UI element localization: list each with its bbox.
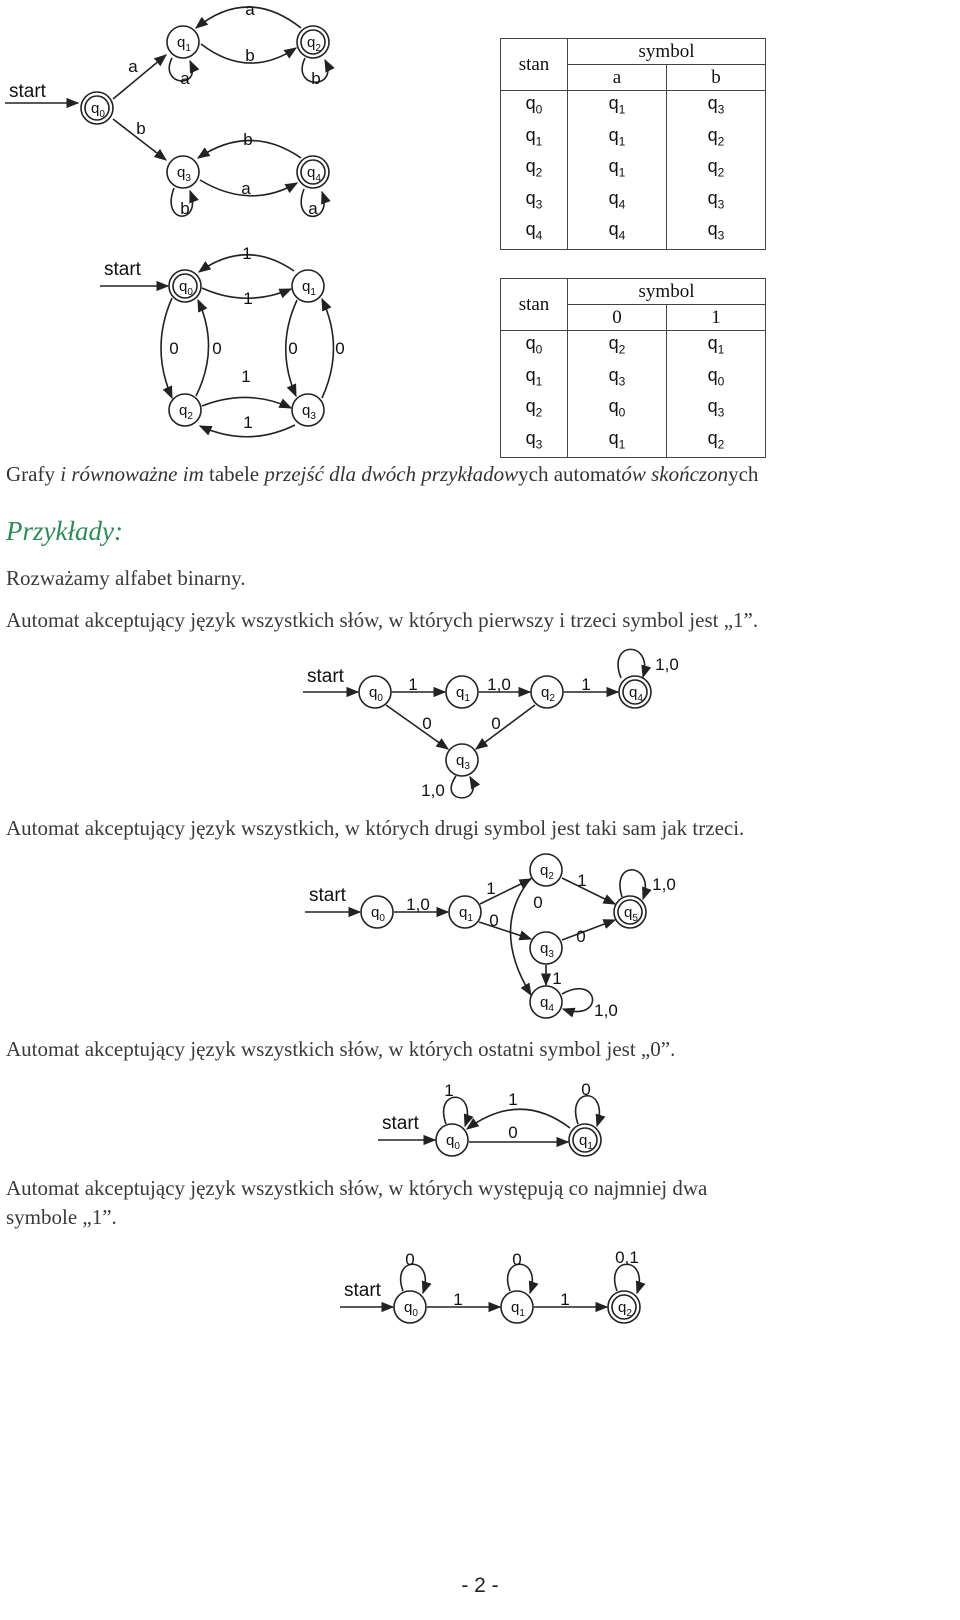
transition-edge [322,299,345,398]
example-1-text: Automat akceptujący język wszystkich słów, w których pierwszy i trzeci symbol jest „1”. [6,608,759,632]
table-1-symbol-b: b [667,65,766,91]
table-cell: $q_0$ [568,394,667,426]
state-node [167,26,199,58]
transition-edge [444,1081,468,1126]
state-label: $q_1$ [579,1132,593,1152]
table-row [501,91,766,123]
transition-label: b [136,119,146,138]
table-cell: $q_1$ [568,426,667,458]
state-label: $q_2$ [540,862,554,882]
caption-part: ych automat [518,462,622,486]
state-label: $q_0$ [91,100,105,120]
state-node [569,1124,601,1156]
example-4-text-line-1: Automat akceptujący język wszystkich słów, w których występują co najmniej dwa [6,1176,708,1200]
section-heading: Przykłady: [6,516,123,546]
transition-label: a [128,57,138,76]
table-row [501,331,766,363]
transition-edge [469,1123,568,1142]
transition-label: 1,0 [487,675,511,694]
table-cell: $q_2$ [501,394,568,426]
state-label: $q_1$ [302,278,316,298]
state-label: $q_1$ [456,684,470,704]
transition-edge [618,649,679,678]
transition-label: a [241,179,251,198]
transition-label: 1,0 [655,655,679,674]
state-label: $q_4$ [540,994,554,1014]
start-arrow [305,885,360,912]
table-cell: $q_3$ [667,91,766,123]
transition-label: 1 [552,969,562,988]
table-row [501,186,766,218]
transition-label: 1 [444,1081,454,1100]
state-node [530,932,562,964]
table-row [501,363,766,395]
automaton-diagram-3 [0,640,960,810]
state-label: $q_0$ [404,1299,418,1319]
transition-label: 1,0 [406,895,430,914]
automaton-diagram-5 [0,1070,960,1170]
table-row [501,394,766,426]
start-arrow [5,81,78,103]
transition-label: b [180,199,190,218]
table-2-symbol-header: symbol [568,279,766,305]
table-2-symbol-0: 0 [568,305,667,331]
transition-edge [467,1090,570,1129]
transition-label: 0 [288,339,298,358]
table-2-stan-header: stan [501,279,568,331]
caption-part: ych [728,462,759,486]
table-cell: $q_3$ [568,363,667,395]
state-node [394,1291,426,1323]
state-label: $q_2$ [307,34,321,54]
transition-label: 0 [335,339,345,358]
transition-label: 0 [512,1250,522,1269]
transition-label: 0 [581,1080,591,1099]
transition-edge [301,189,324,218]
state-node [292,394,324,426]
state-node [297,26,329,58]
table-cell: $q_3$ [667,394,766,426]
transition-label: 1 [560,1290,570,1309]
transition-label: 0 [489,911,499,930]
transition-edge [427,1290,500,1309]
transition-table-2 [500,278,766,458]
transition-label: 0 [533,893,543,912]
state-label: $q_2$ [541,684,555,704]
transition-edge [620,870,676,899]
transition-table-1 [500,38,766,250]
transition-edge [479,675,530,694]
transition-label: b [311,69,321,88]
table-cell: $q_4$ [501,217,568,249]
state-label: $q_1$ [177,34,191,54]
caption-part: ów skończon [621,462,729,486]
example-2-text: Automat akceptujący język wszystkich, w których drugi symbol jest taki sam jak trzeci. [6,816,745,840]
state-node [530,854,562,886]
transition-edge [199,244,294,272]
transition-label: 1 [241,367,251,386]
transition-label: 0 [212,339,222,358]
figure-caption [6,462,758,487]
transition-label: 1 [453,1290,463,1309]
state-node [169,394,201,426]
transition-edge [534,1290,607,1309]
transition-label: b [243,130,253,149]
state-label: $q_0$ [371,904,385,924]
transition-label: b [245,46,255,65]
transition-edge [202,288,291,308]
automaton-diagram-6 [0,1237,960,1337]
start-label: start [309,885,346,906]
transition-label: 0,1 [615,1248,639,1267]
transition-edge [562,871,615,904]
state-label: $q_1$ [459,904,473,924]
transition-edge [476,705,535,749]
table-cell: $q_3$ [501,426,568,458]
state-node [361,896,393,928]
transition-edge [615,1248,640,1293]
transition-label: a [245,0,255,19]
state-node [292,270,324,302]
state-node [449,896,481,928]
example-3-text: Automat akceptujący język wszystkich słów, w których ostatni symbol jest „0”. [6,1037,676,1061]
state-node [169,270,201,302]
page-number: - 2 - [461,1574,499,1597]
table-cell: $q_2$ [667,123,766,155]
state-label: $q_3$ [302,402,316,422]
table-cell: $q_4$ [568,217,667,249]
caption-part: Grafy [6,462,61,486]
caption-part: przejść dla dwóch przykładow [264,462,519,486]
start-arrow [303,666,358,692]
transition-edge [202,367,291,408]
transition-label: 1,0 [652,875,676,894]
start-arrow [100,259,168,286]
transition-label: 0 [508,1123,518,1142]
table-cell: $q_3$ [501,186,568,218]
state-label: $q_3$ [177,164,191,184]
automaton-diagram-2 [0,238,960,438]
transition-label: 1 [581,675,591,694]
transition-edge [198,130,301,158]
start-label: start [104,259,141,280]
state-node [608,1291,640,1323]
table-cell: $q_2$ [667,426,766,458]
table-cell: $q_2$ [568,331,667,363]
transition-edge [200,179,297,198]
start-label: start [9,81,46,102]
state-label: $q_0$ [179,278,193,298]
state-label: $q_3$ [540,940,554,960]
state-node [446,676,478,708]
state-node [436,1124,468,1156]
table-cell: $q_2$ [667,154,766,186]
table-cell: $q_1$ [568,123,667,155]
state-label: $q_0$ [369,684,383,704]
state-label: $q_2$ [618,1299,632,1319]
state-node [81,92,113,124]
state-label: $q_2$ [179,402,193,422]
transition-edge [169,58,192,88]
table-1-stan-header: stan [501,39,568,91]
transition-edge [171,188,192,218]
state-node [297,156,329,188]
transition-edge [562,920,615,946]
transition-label: 1 [242,244,252,263]
state-label: $q_5$ [624,904,638,924]
transition-edge [480,879,531,904]
transition-label: 1 [577,871,587,890]
table-cell: $q_4$ [568,186,667,218]
transition-label: 1,0 [594,1001,618,1020]
table-row [501,154,766,186]
caption-part: i równoważne im [60,462,209,486]
state-node [614,896,646,928]
table-cell: $q_1$ [568,154,667,186]
table-cell: $q_1$ [568,91,667,123]
table-cell: $q_3$ [667,186,766,218]
start-arrow [378,1113,435,1140]
automaton-diagram-1 [0,0,960,230]
table-cell: $q_0$ [667,363,766,395]
transition-edge [479,911,531,939]
transition-label: 1 [243,413,253,432]
transition-label: 1 [508,1090,518,1109]
transition-edge [196,0,301,28]
transition-label: 0 [169,339,179,358]
state-node [167,156,199,188]
transition-label: 0 [576,927,586,946]
transition-label: 1 [408,675,418,694]
example-4-text-line-2: symbole „1”. [6,1205,117,1229]
state-node [446,744,478,776]
start-label: start [382,1113,419,1134]
automaton-diagram-4 [0,848,960,1028]
transition-edge [113,55,166,99]
intro-text: Rozważamy alfabet binarny. [6,566,246,590]
table-cell: $q_0$ [501,91,568,123]
start-label: start [344,1280,381,1301]
state-node [501,1291,533,1323]
state-node [619,676,651,708]
transition-edge [562,989,618,1020]
table-cell: $q_1$ [667,331,766,363]
transition-label: 1,0 [421,781,445,800]
state-node [530,986,562,1018]
table-cell: $q_3$ [667,217,766,249]
start-label: start [307,666,344,687]
table-1-symbol-a: a [568,65,667,91]
transition-edge [576,1080,600,1126]
transition-label: 1 [486,879,496,898]
state-label: $q_4$ [629,684,643,704]
transition-edge [508,1250,533,1293]
transition-edge [401,1250,426,1293]
transition-label: a [180,69,190,88]
state-label: $q_3$ [456,752,470,772]
transition-edge [200,413,295,437]
transition-edge [394,895,448,914]
transition-edge [421,776,473,800]
transition-edge [564,675,618,694]
table-cell: $q_1$ [501,123,568,155]
table-row [501,123,766,155]
transition-edge [113,119,166,160]
table-1-symbol-header: symbol [568,39,766,65]
state-node [359,676,391,708]
state-label: $q_0$ [446,1132,460,1152]
start-arrow [340,1280,393,1307]
table-cell: $q_1$ [501,363,568,395]
transition-label: 0 [422,714,432,733]
transition-edge [546,965,562,988]
state-label: $q_4$ [307,164,321,184]
transition-label: a [308,199,318,218]
transition-edge [161,298,179,398]
caption-part: tabele [209,462,265,486]
transition-edge [286,300,298,396]
state-node [531,676,563,708]
table-cell: $q_2$ [501,154,568,186]
table-row [501,426,766,458]
transition-edge [201,44,296,65]
transition-edge [196,300,222,396]
state-label: $q_1$ [511,1299,525,1319]
transition-label: 0 [405,1250,415,1269]
transition-label: 1 [243,289,253,308]
transition-edge [392,675,445,694]
transition-edge [386,705,448,749]
transition-label: 0 [491,714,501,733]
table-cell: $q_0$ [501,331,568,363]
table-2-symbol-1: 1 [667,305,766,331]
transition-edge [302,58,328,88]
